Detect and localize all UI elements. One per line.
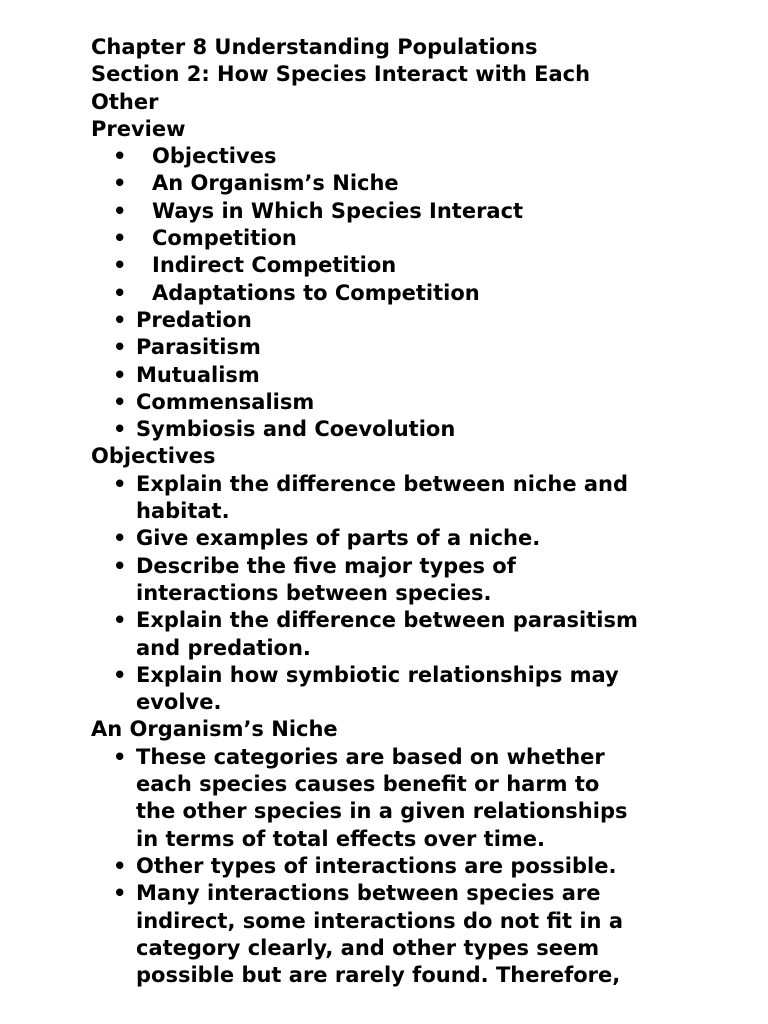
objectives-list: [91, 471, 731, 717]
list-item: • Predation: [91, 307, 731, 334]
preview-list: [91, 307, 731, 443]
list-item: • Parasitism: [91, 334, 731, 361]
list-item: • Indirect Competition: [91, 252, 731, 279]
list-item: • Give examples of parts of a niche.: [91, 525, 731, 552]
bullet-icon: •: [113, 389, 127, 414]
bullet-icon: •: [113, 335, 127, 360]
list-item: • Explain the difference between niche and habitat.: [113, 471, 629, 524]
niche-heading: An Organism’s Niche: [91, 717, 338, 742]
bullet-icon: •: [113, 144, 127, 169]
list-item: • Competition: [91, 225, 731, 252]
list-item: • Symbiosis and Coevolution: [91, 416, 731, 443]
bullet-icon: •: [113, 417, 127, 442]
list-item: • Commensalism: [91, 389, 731, 416]
bullet-icon: •: [113, 471, 127, 496]
list-item: • These categories are based on whether each species causes benefit or harm to the other species in a given relationships in terms of total effects over time.: [113, 744, 628, 851]
bullet-icon: •: [113, 553, 127, 578]
section-title-line-2: Other: [91, 89, 159, 114]
bullet-icon: •: [113, 280, 127, 305]
bullet-icon: •: [113, 853, 127, 878]
section-title-line-1: Section 2: How Species Interact with Each: [91, 62, 591, 87]
bullet-icon: •: [113, 608, 127, 633]
bullet-icon: •: [113, 744, 127, 769]
bullet-icon: •: [113, 881, 127, 906]
preview-indented-list: [91, 143, 731, 307]
list-item: • Adaptations to Competition: [91, 280, 731, 307]
list-item: • Mutualism: [91, 362, 731, 389]
preview-heading: Preview: [91, 116, 186, 141]
bullet-icon: •: [113, 362, 127, 387]
bullet-icon: •: [113, 307, 127, 332]
list-item: • An Organism’s Niche: [91, 170, 731, 197]
list-item: • Other types of interactions are possible.: [91, 853, 731, 880]
bullet-icon: •: [113, 662, 127, 687]
bullet-icon: •: [113, 226, 127, 251]
document-page: [91, 34, 731, 989]
bullet-icon: •: [113, 253, 127, 278]
list-item: • Ways in Which Species Interact: [91, 198, 731, 225]
chapter-title: Chapter 8 Understanding Populations: [91, 35, 538, 59]
bullet-icon: •: [113, 526, 127, 551]
list-item: • Describe the five major types of interactions between species.: [113, 553, 516, 605]
list-item: • Many interactions between species are indirect, some interactions do not fit in a category clearly, and other types seem possible but are rarely found. Therefore,: [113, 881, 623, 988]
objectives-heading: Objectives: [91, 444, 216, 469]
niche-list: [91, 744, 731, 990]
bullet-icon: •: [113, 198, 127, 223]
list-item: • Explain how symbiotic relationships may evolve.: [113, 662, 619, 715]
bullet-icon: •: [113, 171, 127, 196]
list-item: • Explain the difference between parasitism and predation.: [113, 608, 638, 660]
list-item: • Objectives: [91, 143, 731, 170]
